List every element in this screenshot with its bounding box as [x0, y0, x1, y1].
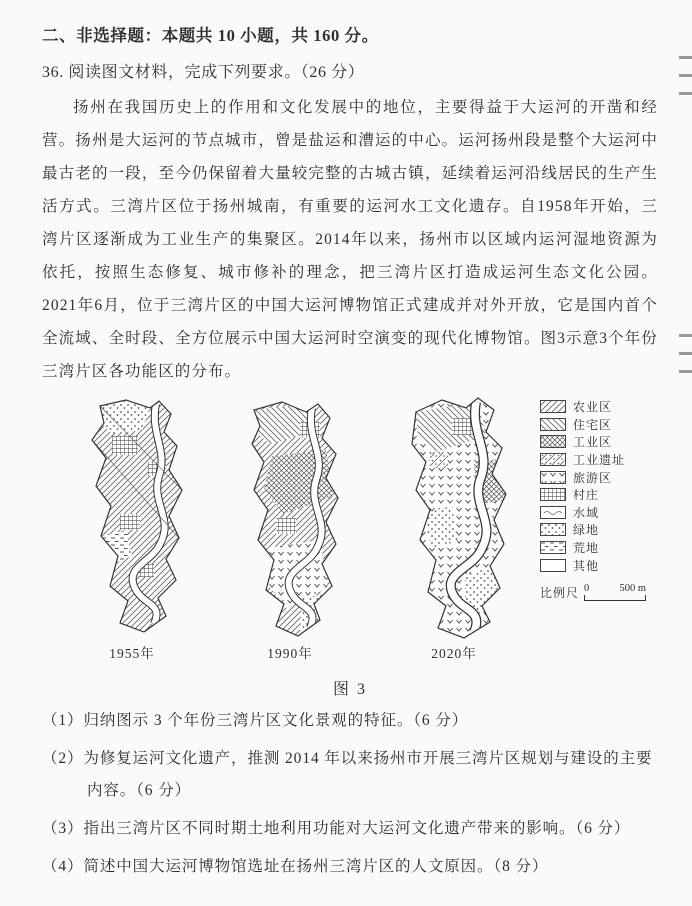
agriculture-swatch-icon [540, 400, 566, 413]
question-36-intro: 36. 阅读图文材料，完成下列要求。（26 分） [42, 64, 365, 81]
year-label-1990: 1990年 [267, 646, 313, 661]
legend-label: 旅游区 [573, 470, 613, 485]
question-4: （4）简述中国大运河博物馆选址在扬州三湾片区的人文原因。（8 分） [42, 858, 549, 875]
question-3: （3）指出三湾片区不同时期土地利用功能对大运河文化遗产带来的影响。（6 分） [42, 820, 631, 837]
map-1955-image [56, 396, 208, 640]
legend-item-residential [540, 416, 658, 434]
legend-label: 住宅区 [573, 417, 613, 432]
water-swatch-icon [540, 506, 566, 519]
section-header: 二、非选择题：本题共 10 小题，共 160 分。 [42, 26, 379, 45]
other-swatch-icon [540, 559, 566, 572]
figure-3 [42, 392, 658, 668]
margin-mark [679, 334, 692, 337]
village-swatch-icon [540, 488, 566, 501]
industrial-relic-swatch-icon [540, 453, 566, 466]
scale-start: 0 [584, 582, 590, 594]
wasteland-swatch-icon [540, 541, 566, 554]
scale-bracket [584, 595, 646, 601]
legend-label: 村庄 [573, 488, 600, 503]
scale-bar [540, 583, 658, 601]
year-label-2020: 2020年 [431, 646, 477, 661]
tourism-swatch-icon [540, 471, 566, 484]
margin-mark [679, 352, 692, 355]
legend-item-greenland [540, 521, 658, 539]
residential-swatch-icon [540, 418, 566, 431]
question-1: （1）归纳图示 3 个年份三湾片区文化景观的特征。（6 分） [42, 712, 469, 729]
legend-item-industrial-relic [540, 451, 658, 469]
margin-mark [679, 370, 692, 373]
legend-item-wasteland [540, 539, 658, 557]
greenland-swatch-icon [540, 523, 566, 536]
margin-mark [679, 56, 692, 59]
scale-numbers [584, 583, 646, 594]
industrial-swatch-icon [540, 435, 566, 448]
legend-label: 工业遗址 [573, 453, 626, 468]
legend-item-village [540, 486, 658, 504]
map-2020-image [374, 394, 534, 644]
legend-label: 其他 [573, 558, 600, 573]
question-2: （2）为修复运河文化遗产，推测 2014 年以来扬州市开展三湾片区规划与建设的主要内容。（6 分） [42, 750, 653, 799]
legend-item-tourism [540, 468, 658, 486]
passage-text: 扬州在我国历史上的作用和文化发展中的地位，主要得益于大运河的开凿和经营。扬州是大运河的节点城市，曾是盐运和漕运的中心。运河扬州段是整个大运河中最古老的一段，至今仍保留着大量较完整的古城古镇，延续着运河沿线居民的生产生活方式。三湾片区位于扬州城南，有重要的运河水工文化遗存。自1958年开始，三湾片区逐渐成为工业生产的集聚区。2014年以来，扬州市以区域内运河湿地资源为依托，按照生态修复、城市修补的理念，把三湾片区打造成运河生态文化公园。2021年6月，位于三湾片区的中国大运河博物馆正式建成并对外开放，它是国内首个全流域、全时段、全方位展示中国大运河时空演变的现代化博物馆。图3示意3个年份三湾片区各功能区的分布。 [42, 99, 658, 380]
legend-label: 荒地 [573, 541, 600, 556]
legend-item-industrial [540, 433, 658, 451]
map-legend [540, 398, 658, 601]
scale-widget [584, 583, 646, 601]
legend-label: 绿地 [573, 523, 600, 538]
scale-end: 500 m [619, 582, 647, 594]
margin-mark [679, 74, 692, 77]
legend-label: 工业区 [573, 435, 613, 450]
map-1990-image [214, 398, 366, 642]
margin-mark [679, 92, 692, 95]
figure-caption: 图 3 [332, 681, 367, 698]
legend-item-other [540, 556, 658, 574]
legend-label: 水域 [573, 505, 600, 520]
legend-label: 农业区 [573, 400, 613, 415]
legend-item-agriculture [540, 398, 658, 416]
legend-item-water [540, 504, 658, 522]
year-label-1955: 1955年 [109, 646, 155, 661]
sub-questions [42, 705, 658, 883]
scale-label: 比例尺 [540, 585, 580, 600]
